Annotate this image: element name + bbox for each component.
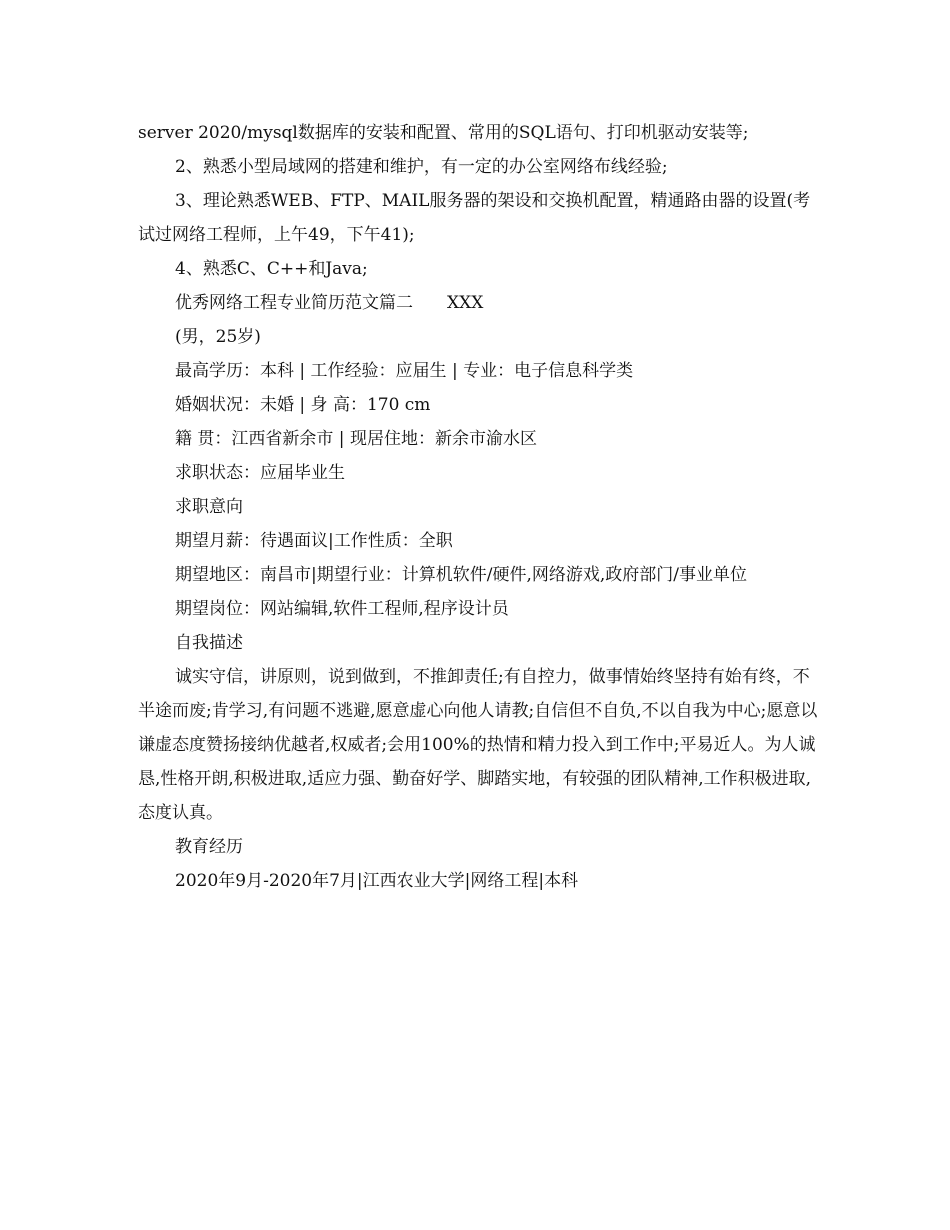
expected-region-industry: 期望地区：南昌市|期望行业：计算机软件/硬件,网络游戏,政府部门/事业单位 — [175, 565, 747, 585]
gender-age: (男，25岁) — [175, 327, 261, 347]
skill-line-servers: 3、理论熟悉WEB、FTP、MAIL服务器的架设和交换机配置，精通路由器的设置(考试过网络工程师，上午49，下午41); — [138, 191, 811, 245]
hometown-residence: 籍 贯：江西省新余市 | 现居住地：新余市渝水区 — [175, 429, 537, 449]
self-description-paragraph: 诚实守信，讲原则，说到做到，不推卸责任;有自控力，做事情始终坚持有始有终，不半途而废;肯学习,有问题不逃避,愿意虚心向他人请教;自信但不自负,不以自我为中心;愿意以谦虚态度赞扬接纳优越者,权威者;会用100%的热情和精力投入到工作中;平易近人。为人诚恳,性格开朗,积极进取,适应力强、勤奋好学、脚踏实地，有较强的团队精神,工作积极进取,态度认真。 — [138, 667, 818, 823]
skill-line-lan: 2、熟悉小型局域网的搭建和维护，有一定的办公室网络布线经验; — [175, 157, 668, 177]
expected-salary-type: 期望月薪：待遇面议|工作性质：全职 — [175, 531, 453, 551]
education-entry: 2020年9月-2020年7月|江西农业大学|网络工程|本科 — [175, 871, 579, 891]
resume-title: 优秀网络工程专业简历范文篇二 XXX — [175, 293, 484, 313]
document-body — [138, 116, 818, 898]
section-heading-self-description: 自我描述 — [175, 633, 243, 653]
skill-line-database: server 2020/mysql数据库的安装和配置、常用的SQL语句、打印机驱动安装等; — [138, 123, 749, 143]
expected-position: 期望岗位：网站编辑,软件工程师,程序设计员 — [175, 599, 509, 619]
marital-height: 婚姻状况：未婚 | 身 高：170 cm — [175, 395, 431, 415]
education-experience-major: 最高学历：本科 | 工作经验：应届生 | 专业：电子信息科学类 — [175, 361, 634, 381]
skill-line-languages: 4、熟悉C、C++和Java; — [175, 259, 368, 279]
job-status: 求职状态：应届毕业生 — [175, 463, 345, 483]
section-heading-education: 教育经历 — [175, 837, 243, 857]
section-heading-job-intention: 求职意向 — [175, 497, 243, 517]
